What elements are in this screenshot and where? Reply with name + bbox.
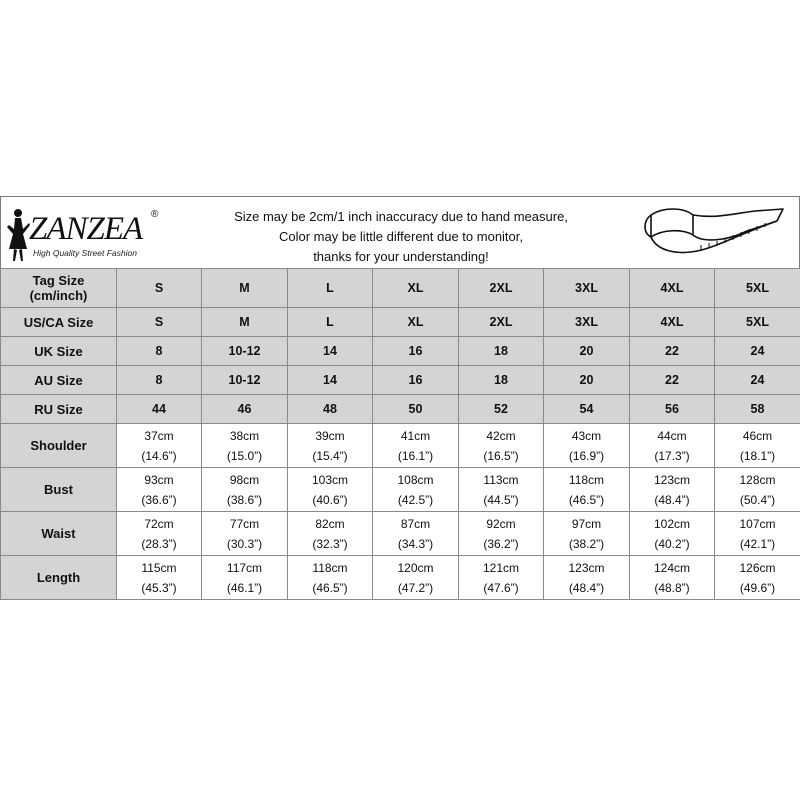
measure-cell: [715, 512, 800, 556]
size-cell: 5XL: [715, 269, 800, 308]
size-cell: L: [288, 308, 373, 337]
inch-value: (36.2”): [483, 536, 519, 551]
cm-value: 123cm: [653, 472, 691, 487]
measure-cell: [459, 556, 544, 600]
size-cell: 56: [630, 395, 715, 424]
size-cell: 3XL: [544, 308, 630, 337]
size-cell: 10-12: [202, 337, 288, 366]
size-cell: 5XL: [715, 308, 800, 337]
table-row: [1, 366, 800, 395]
table-row: [1, 269, 800, 308]
size-cell: 54: [544, 395, 630, 424]
size-cell: 20: [544, 337, 630, 366]
size-cell: 46: [202, 395, 288, 424]
brand-tagline: High Quality Street Fashion: [33, 248, 137, 258]
measure-cell: [459, 512, 544, 556]
notice-line: Size may be 2cm/1 inch inaccuracy due to hand measure,: [234, 209, 568, 224]
inch-value: (16.1”): [397, 448, 434, 463]
inch-value: (32.3”): [312, 536, 348, 551]
cm-value: 107cm: [739, 516, 776, 531]
size-cell: 24: [715, 366, 800, 395]
measure-cell: [715, 468, 800, 512]
cm-value: 128cm: [739, 472, 776, 487]
inch-value: (40.6”): [312, 492, 348, 507]
cm-value: 39cm: [315, 428, 345, 443]
measure-cell: [288, 468, 373, 512]
cm-value: 126cm: [739, 560, 776, 575]
size-cell: 52: [459, 395, 544, 424]
size-cell: 22: [630, 337, 715, 366]
measure-cell: [373, 556, 459, 600]
notice-line: Color may be little different due to monitor,: [279, 229, 523, 244]
row-label: US/CA Size: [1, 308, 117, 337]
size-cell: 50: [373, 395, 459, 424]
table-row: [1, 337, 800, 366]
measure-cell: [117, 424, 202, 468]
size-cell: 58: [715, 395, 800, 424]
cm-value: 92cm: [486, 516, 516, 531]
cm-value: 121cm: [482, 560, 520, 575]
inch-value: (36.6”): [141, 492, 177, 507]
table-row: [1, 424, 800, 468]
row-label: UK Size: [1, 337, 117, 366]
size-cell: 14: [288, 366, 373, 395]
row-label: Bust: [1, 468, 117, 512]
measure-cell: [630, 512, 715, 556]
row-label: Tag Size (cm/inch): [1, 269, 117, 308]
inch-value: (14.6”): [141, 448, 177, 463]
cm-value: 37cm: [144, 428, 174, 443]
measure-cell: [288, 424, 373, 468]
size-cell: 44: [117, 395, 202, 424]
measure-cell: [373, 468, 459, 512]
measure-cell: [544, 512, 630, 556]
inch-value: (47.2”): [397, 580, 434, 595]
size-cell: S: [117, 269, 202, 308]
size-cell: 8: [117, 337, 202, 366]
row-label: Length: [1, 556, 117, 600]
cm-value: 118cm: [312, 560, 348, 575]
size-table: [0, 268, 800, 600]
inch-value: (50.4”): [739, 492, 776, 507]
cm-value: 44cm: [657, 428, 687, 443]
cm-value: 87cm: [400, 516, 431, 531]
row-label: Waist: [1, 512, 117, 556]
size-cell: 20: [544, 366, 630, 395]
measure-cell: [202, 468, 288, 512]
measure-cell: [373, 424, 459, 468]
measure-cell: [459, 468, 544, 512]
size-cell: 14: [288, 337, 373, 366]
cm-value: 72cm: [144, 516, 174, 531]
measure-cell: [544, 556, 630, 600]
cm-value: 46cm: [742, 428, 773, 443]
inch-value: (15.4”): [312, 448, 348, 463]
row-label: Shoulder: [1, 424, 117, 468]
inch-value: (48.4”): [568, 580, 605, 595]
inch-value: (42.1”): [739, 536, 776, 551]
size-cell: S: [117, 308, 202, 337]
inch-value: (48.4”): [654, 492, 690, 507]
size-cell: 4XL: [630, 269, 715, 308]
size-cell: M: [202, 269, 288, 308]
measure-cell: [630, 556, 715, 600]
cm-value: 113cm: [483, 472, 519, 487]
cm-value: 102cm: [653, 516, 691, 531]
inch-value: (45.3”): [141, 580, 177, 595]
measure-cell: [373, 512, 459, 556]
cm-value: 118cm: [568, 472, 605, 487]
size-cell: 18: [459, 337, 544, 366]
size-cell: 8: [117, 366, 202, 395]
notice-text: [181, 207, 621, 267]
inch-value: (34.3”): [397, 536, 434, 551]
size-cell: 16: [373, 337, 459, 366]
chart-header: [0, 196, 800, 269]
size-cell: XL: [373, 269, 459, 308]
cm-value: 103cm: [311, 472, 349, 487]
row-label: AU Size: [1, 366, 117, 395]
inch-value: (38.2”): [568, 536, 605, 551]
cm-value: 115cm: [141, 560, 177, 575]
cm-value: 43cm: [571, 428, 602, 443]
measure-cell: [715, 556, 800, 600]
size-cell: 16: [373, 366, 459, 395]
cm-value: 120cm: [397, 560, 434, 575]
cm-value: 124cm: [653, 560, 691, 575]
measure-cell: [459, 424, 544, 468]
measure-cell: [630, 468, 715, 512]
cm-value: 117cm: [226, 560, 263, 575]
size-cell: M: [202, 308, 288, 337]
inch-value: (40.2”): [654, 536, 690, 551]
size-cell: 2XL: [459, 308, 544, 337]
cm-value: 97cm: [571, 516, 602, 531]
measure-cell: [202, 512, 288, 556]
size-cell: 24: [715, 337, 800, 366]
cm-value: 77cm: [229, 516, 260, 531]
inch-value: (18.1”): [739, 448, 776, 463]
inch-value: (38.6”): [226, 492, 263, 507]
cm-value: 98cm: [229, 472, 260, 487]
cm-value: 82cm: [315, 516, 345, 531]
registered-mark: ®: [151, 209, 159, 220]
table-row: [1, 556, 800, 600]
inch-value: (16.5”): [483, 448, 519, 463]
measure-cell: [117, 512, 202, 556]
brand-logo: [5, 205, 165, 265]
inch-value: (46.5”): [312, 580, 348, 595]
cm-value: 42cm: [486, 428, 516, 443]
inch-value: (28.3”): [141, 536, 177, 551]
inch-value: (48.8”): [654, 580, 690, 595]
inch-value: (30.3”): [226, 536, 263, 551]
measure-cell: [544, 424, 630, 468]
measure-cell: [288, 556, 373, 600]
cm-value: 108cm: [397, 472, 434, 487]
size-cell: 10-12: [202, 366, 288, 395]
size-cell: 18: [459, 366, 544, 395]
table-row: [1, 395, 800, 424]
table-row: [1, 308, 800, 337]
measure-cell: [202, 556, 288, 600]
measure-cell: [202, 424, 288, 468]
measure-cell: [630, 424, 715, 468]
size-cell: 3XL: [544, 269, 630, 308]
inch-value: (44.5”): [483, 492, 519, 507]
cm-value: 38cm: [229, 428, 260, 443]
inch-value: (16.9”): [568, 448, 605, 463]
inch-value: (46.5”): [568, 492, 605, 507]
inch-value: (49.6”): [739, 580, 776, 595]
woman-silhouette-icon: [5, 207, 31, 263]
size-chart: [0, 196, 800, 601]
measure-cell: [715, 424, 800, 468]
inch-value: (47.6”): [483, 580, 519, 595]
measure-cell: [288, 512, 373, 556]
size-cell: 4XL: [630, 308, 715, 337]
measure-cell: [117, 556, 202, 600]
cm-value: 93cm: [144, 472, 174, 487]
cm-value: 41cm: [400, 428, 431, 443]
inch-value: (17.3”): [654, 448, 690, 463]
measuring-tape-icon: [637, 201, 787, 265]
size-cell: L: [288, 269, 373, 308]
cm-value: 123cm: [568, 560, 605, 575]
brand-name: ZANZEA: [29, 211, 143, 247]
measure-cell: [117, 468, 202, 512]
size-cell: 22: [630, 366, 715, 395]
table-row: [1, 468, 800, 512]
size-cell: 48: [288, 395, 373, 424]
inch-value: (42.5”): [397, 492, 434, 507]
row-label: RU Size: [1, 395, 117, 424]
table-row: [1, 512, 800, 556]
size-cell: 2XL: [459, 269, 544, 308]
size-cell: XL: [373, 308, 459, 337]
measure-cell: [544, 468, 630, 512]
inch-value: (15.0”): [226, 448, 263, 463]
notice-line: thanks for your understanding!: [313, 249, 489, 264]
inch-value: (46.1”): [226, 580, 263, 595]
